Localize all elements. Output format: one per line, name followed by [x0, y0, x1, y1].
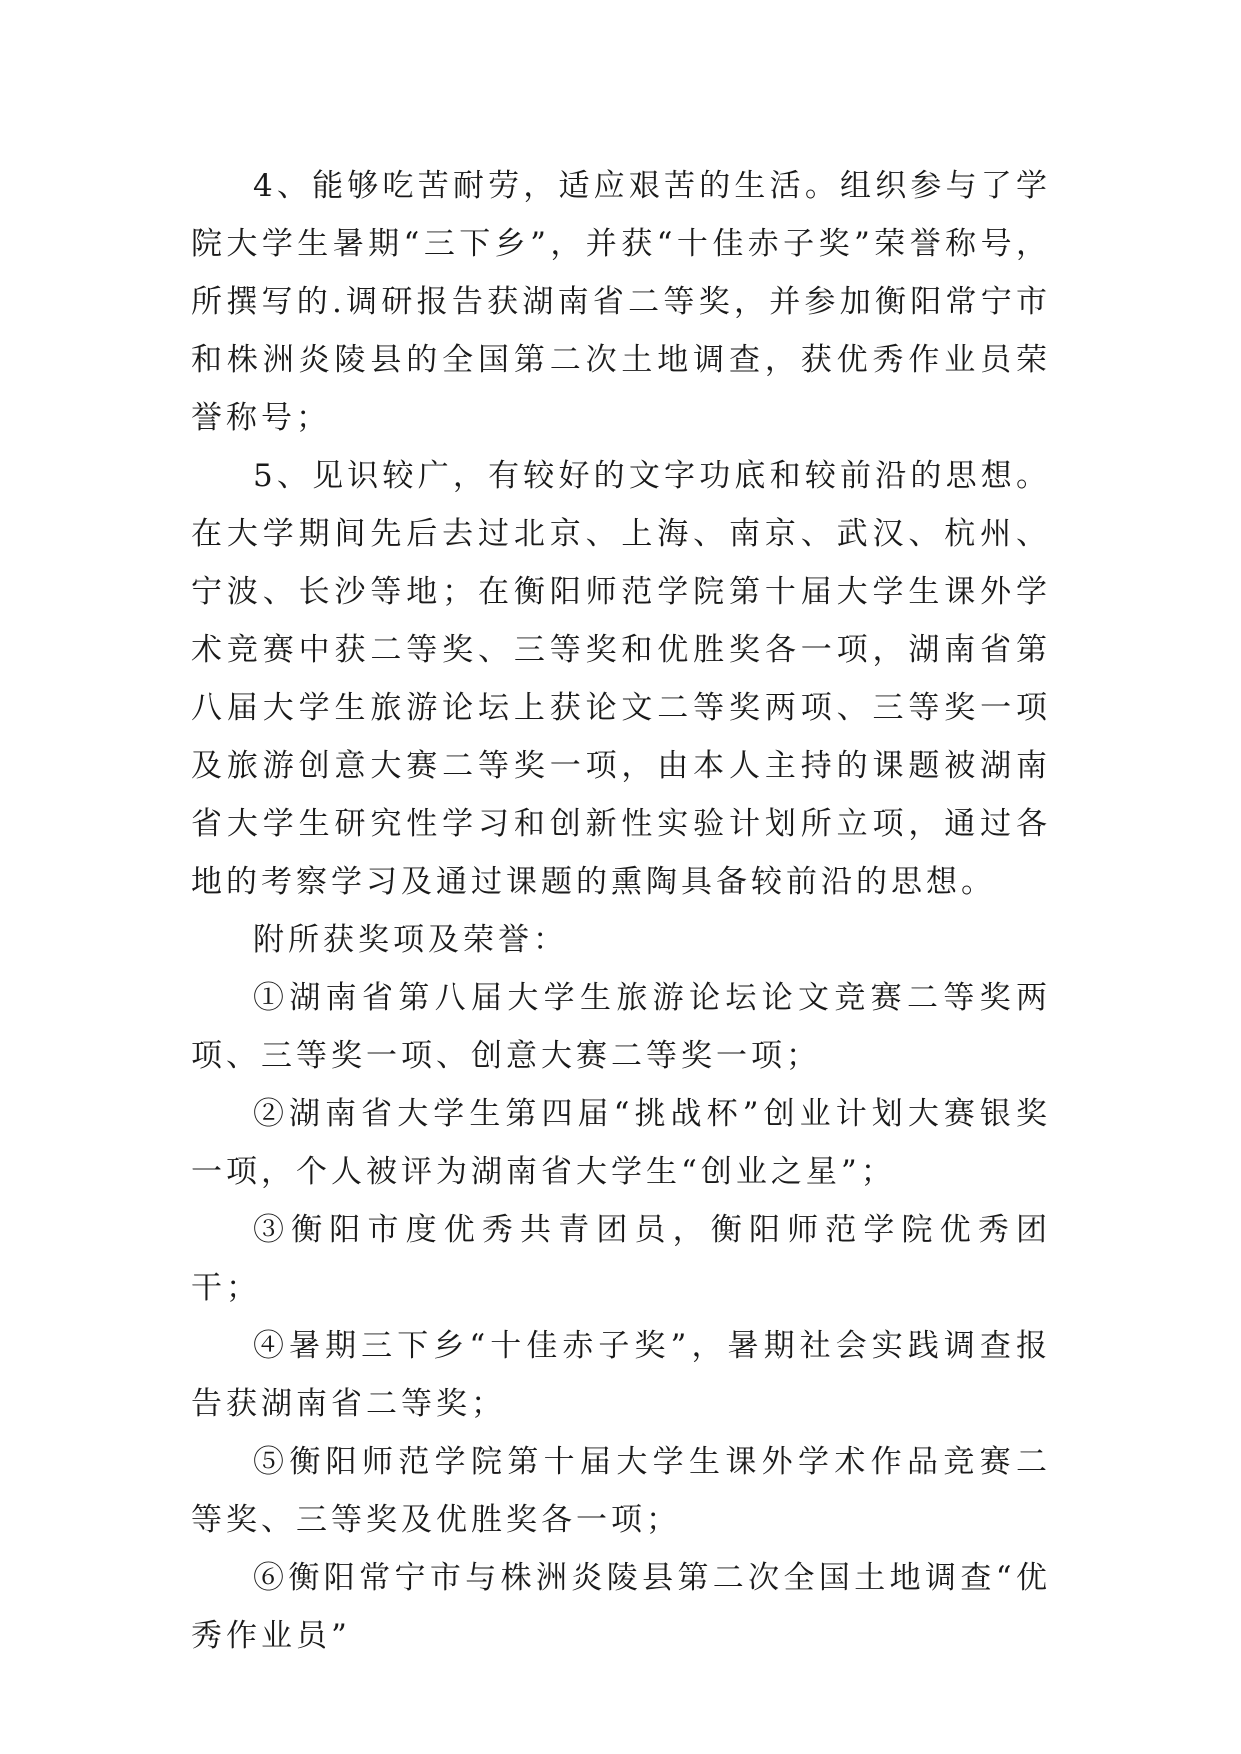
paragraph-knowledge: 5、见识较广，有较好的文字功底和较前沿的思想。在大学期间先后去过北京、上海、南京、武汉、杭州、宁波、长沙等地；在衡阳师范学院第十届大学生课外学术竞赛中获二等奖、三等奖和优胜奖各一项，湖南省第八届大学生旅游论坛上获论文二等奖两项、三等奖一项及旅游创意大赛二等奖一项，由本人主持的课题被湖南省大学生研究性学习和创新性实验计划所立项，通过各地的考察学习及通过课题的熏陶具备较前沿的思想。 [191, 458, 1051, 900]
paragraph-hardworking: 4、能够吃苦耐劳，适应艰苦的生活。组织参与了学院大学生暑期“三下乡”，并获“十佳赤子奖”荣誉称号，所撰写的.调研报告获湖南省二等奖，并参加衡阳常宁市和株洲炎陵县的全国第二次土地调查，获优秀作业员荣誉称号； [191, 168, 1051, 436]
award-item-3: ③衡阳市度优秀共青团员，衡阳师范学院优秀团干； [191, 1212, 1051, 1306]
award-item-2: ②湖南省大学生第四届“挑战杯”创业计划大赛银奖一项，个人被评为湖南省大学生“创业之星”； [191, 1096, 1051, 1190]
awards-heading: 附所获奖项及荣誉： [253, 922, 568, 958]
award-item-6: ⑥衡阳常宁市与株洲炎陵县第二次全国土地调查“优秀作业员” [191, 1560, 1051, 1654]
award-item-4: ④暑期三下乡“十佳赤子奖”，暑期社会实践调查报告获湖南省二等奖； [191, 1328, 1051, 1422]
document-body [191, 157, 1051, 1665]
award-item-1: ①湖南省第八届大学生旅游论坛论文竞赛二等奖两项、三等奖一项、创意大赛二等奖一项； [191, 980, 1051, 1074]
award-item-5: ⑤衡阳师范学院第十届大学生课外学术作品竞赛二等奖、三等奖及优胜奖各一项； [191, 1444, 1051, 1538]
